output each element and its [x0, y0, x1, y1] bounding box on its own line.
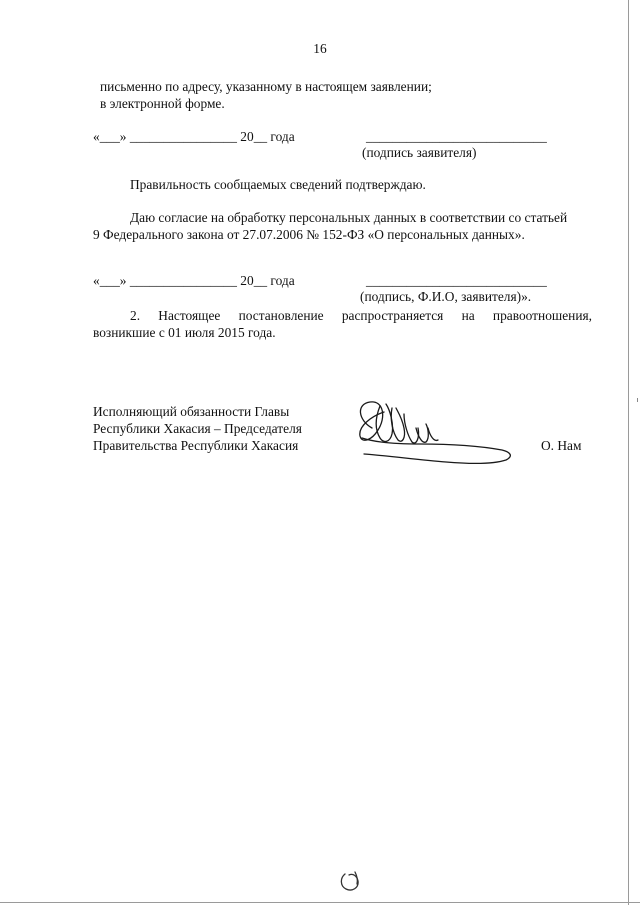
- date-field-1: «___» ________________ 20__ года: [93, 129, 295, 144]
- delivery-option-electronic: в электронной форме.: [100, 96, 225, 111]
- signature-line-2: ___________________________: [366, 273, 547, 288]
- signatory-title-line-3: Правительства Республики Хакасия: [93, 438, 299, 453]
- right-page-edge: [628, 0, 629, 905]
- delivery-option-mail: письменно по адресу, указанному в настоящем заявлении;: [100, 79, 432, 94]
- edge-tick-mark: [637, 398, 638, 402]
- date-field-2: «___» ________________ 20__ года: [93, 273, 295, 288]
- signatory-title-line-1: Исполняющий обязанности Главы: [93, 404, 290, 419]
- signature-line-1: ___________________________: [366, 129, 547, 144]
- item-2-line-1: 2. Настоящее постановление распространяется на правоотношения,: [130, 308, 592, 323]
- signatory-title-line-2: Республики Хакасия – Председателя: [93, 421, 302, 436]
- consent-text-line-1: Даю согласие на обработку персональных данных в соответствии со статьей: [130, 210, 568, 225]
- confirmation-text: Правильность сообщаемых сведений подтверждаю.: [130, 177, 426, 192]
- signature-caption-2: (подпись, Ф.И.О, заявителя)».: [360, 289, 532, 304]
- consent-text-line-2: 9 Федерального закона от 27.07.2006 № 152-ФЗ «О персональных данных».: [93, 227, 525, 242]
- handwritten-signature: [350, 398, 518, 470]
- signatory-name: О. Нам: [541, 438, 582, 453]
- signature-caption-1: (подпись заявителя): [362, 145, 477, 160]
- item-2-line-2: возникшие с 01 июля 2015 года.: [93, 325, 276, 340]
- bottom-page-edge: [0, 902, 640, 903]
- page-number: 16: [313, 41, 327, 56]
- page-mark-icon: [337, 868, 363, 894]
